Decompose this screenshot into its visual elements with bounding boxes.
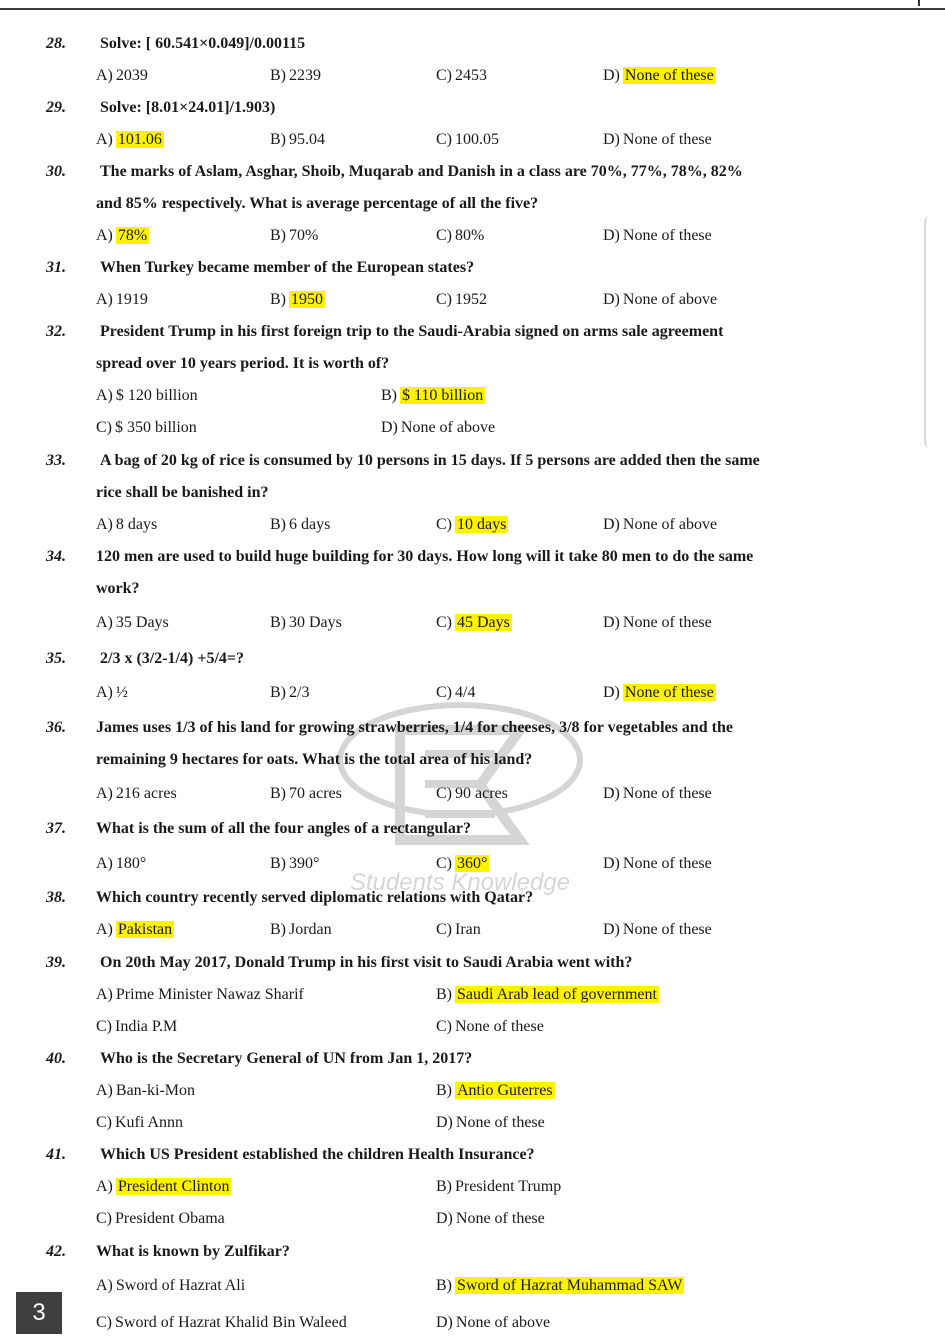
answer-option xyxy=(96,1114,183,1132)
option-label: C) xyxy=(436,516,452,533)
question-number-text: 36. xyxy=(46,719,66,736)
option-label: A) xyxy=(96,684,113,701)
option-label: B) xyxy=(270,684,286,701)
highlighted-answer: 1950 xyxy=(291,291,323,308)
option-text: None of these xyxy=(455,1114,545,1131)
answer-option xyxy=(96,1082,195,1100)
question-text: The marks of Aslam, Asghar, Shoib, Muqarab and Danish in a class are 70%, 77%, 78%, 82% xyxy=(100,163,743,180)
option-label: D) xyxy=(603,67,620,84)
question-text: A bag of 20 kg of rice is consumed by 10 persons in 15 days. If 5 persons are added then the same xyxy=(100,452,760,469)
option-label: D) xyxy=(603,227,620,244)
option-label: D) xyxy=(603,855,620,872)
option-text: $ 350 billion xyxy=(115,419,197,436)
option-text: Sword of Hazrat Khalid Bin Waleed xyxy=(115,1314,347,1331)
option-text: 35 Days xyxy=(115,614,169,631)
option-text: 2/3 xyxy=(289,684,310,701)
answer-option xyxy=(436,227,484,245)
answer-option xyxy=(96,614,169,632)
option-label: B) xyxy=(270,855,286,872)
answer-option xyxy=(603,855,712,873)
option-text: None of these xyxy=(622,131,712,148)
question-number-text: 40. xyxy=(46,1050,66,1067)
option-label: C) xyxy=(436,684,452,701)
option-label: B) xyxy=(270,131,286,148)
option-label: B) xyxy=(270,785,286,802)
question-number-text: 33. xyxy=(46,452,66,469)
option-label: C) xyxy=(436,614,452,631)
option-label: B) xyxy=(436,1082,452,1099)
question-text: President Trump in his first foreign trip to the Saudi-Arabia signed on arms sale agreement xyxy=(100,323,724,340)
question-text: What is the sum of all the four angles of a rectangular? xyxy=(96,820,471,837)
answer-option xyxy=(96,986,304,1004)
question-number-text: 30. xyxy=(46,163,66,180)
option-text: $ 120 billion xyxy=(115,387,198,404)
option-label: A) xyxy=(96,1277,113,1294)
answer-option xyxy=(436,1277,684,1295)
option-label: A) xyxy=(96,1082,113,1099)
answer-option xyxy=(436,516,508,534)
option-label: D) xyxy=(603,131,620,148)
option-label: A) xyxy=(96,67,113,84)
watermark-text: Students Knowledge xyxy=(349,869,571,896)
highlighted-answer: Saudi Arab lead of government xyxy=(457,986,657,1003)
answer-option xyxy=(603,291,717,309)
option-label: B) xyxy=(270,921,286,938)
option-text: ½ xyxy=(115,684,128,701)
highlighted-answer: None of these xyxy=(624,67,714,84)
option-text: 4/4 xyxy=(455,684,476,701)
option-text: Iran xyxy=(455,921,481,938)
option-text: None of these xyxy=(622,785,712,802)
question-number-text: 31. xyxy=(46,259,66,276)
option-label: B) xyxy=(270,614,286,631)
option-label: A) xyxy=(96,855,113,872)
answer-option xyxy=(270,921,332,939)
answer-option xyxy=(436,131,499,149)
option-text: None of these xyxy=(622,921,712,938)
option-label: B) xyxy=(270,291,286,308)
question-number-text: 38. xyxy=(46,889,66,906)
option-text: 8 days xyxy=(115,516,158,533)
answer-option xyxy=(436,785,508,803)
option-label: C) xyxy=(436,67,452,84)
answer-option xyxy=(96,419,197,437)
question-text: Who is the Secretary General of UN from Jan 1, 2017? xyxy=(100,1050,473,1067)
option-text: 216 acres xyxy=(115,785,177,802)
option-label: A) xyxy=(96,614,113,631)
option-text: None of these xyxy=(455,1210,545,1227)
option-text: Sword of Hazrat Ali xyxy=(115,1277,246,1294)
option-label: A) xyxy=(96,1178,113,1195)
option-label: D) xyxy=(603,516,620,533)
option-label: B) xyxy=(270,516,286,533)
question-text: What is known by Zulfikar? xyxy=(96,1243,290,1260)
option-text: President Obama xyxy=(115,1210,225,1227)
question-number-text: 28. xyxy=(46,35,66,52)
answer-option xyxy=(96,1277,245,1295)
option-label: D) xyxy=(436,1210,453,1227)
answer-option xyxy=(96,1018,177,1036)
answer-option xyxy=(96,1210,225,1228)
question-number-text: 39. xyxy=(46,954,66,971)
option-label: C) xyxy=(436,291,452,308)
option-label: B) xyxy=(270,227,286,244)
page-top-border xyxy=(0,0,945,10)
option-text: 70% xyxy=(289,227,319,244)
answer-option xyxy=(96,516,157,534)
option-text: 95.04 xyxy=(289,131,325,148)
page-number-badge: 3 xyxy=(16,1292,62,1334)
option-label: C) xyxy=(436,131,452,148)
question-text: 120 men are used to build huge building for 30 days. How long will it take 80 men to do the same xyxy=(96,548,754,565)
option-text: None of above xyxy=(622,291,718,308)
option-text: 180° xyxy=(115,855,147,872)
option-text: 1952 xyxy=(455,291,487,308)
answer-option xyxy=(436,986,659,1004)
option-label: B) xyxy=(381,387,397,404)
option-label: D) xyxy=(603,921,620,938)
option-text: Kufi Annn xyxy=(115,1114,183,1131)
answer-option xyxy=(436,1018,544,1036)
answer-option xyxy=(270,516,330,534)
option-text: 30 Days xyxy=(289,614,342,631)
answer-option xyxy=(270,131,325,149)
option-text: Ban-ki-Mon xyxy=(115,1082,195,1099)
option-text: None of these xyxy=(622,855,712,872)
option-label: C) xyxy=(96,1018,112,1035)
answer-option xyxy=(436,1114,545,1132)
answer-option xyxy=(603,227,712,245)
option-text: 100.05 xyxy=(455,131,499,148)
question-text: and 85% respectively. What is average percentage of all the five? xyxy=(96,195,539,212)
answer-option xyxy=(436,291,487,309)
question-text: Which US President established the children Health Insurance? xyxy=(100,1146,535,1163)
answer-option xyxy=(96,855,146,873)
answer-option xyxy=(96,1178,231,1196)
option-text: 90 acres xyxy=(455,785,508,802)
option-label: C) xyxy=(96,419,112,436)
option-label: D) xyxy=(603,614,620,631)
option-text: 2039 xyxy=(115,67,148,84)
option-label: C) xyxy=(96,1210,112,1227)
question-text: spread over 10 years period. It is worth of? xyxy=(96,355,390,372)
option-text: 80% xyxy=(455,227,485,244)
option-text: 2453 xyxy=(455,67,487,84)
option-label: B) xyxy=(436,1277,452,1294)
option-label: C) xyxy=(436,1018,452,1035)
option-text: President Trump xyxy=(455,1178,562,1195)
question-number-text: 37. xyxy=(46,820,66,837)
highlighted-answer: 101.06 xyxy=(117,131,162,148)
answer-option xyxy=(96,785,177,803)
answer-option xyxy=(270,614,342,632)
answer-option xyxy=(96,227,149,245)
option-text: 390° xyxy=(289,855,320,872)
option-label: B) xyxy=(436,1178,452,1195)
option-text: 2239 xyxy=(289,67,321,84)
answer-option xyxy=(270,684,309,702)
answer-option xyxy=(436,921,481,939)
answer-option xyxy=(603,516,717,534)
option-label: D) xyxy=(381,419,398,436)
option-label: A) xyxy=(96,986,113,1003)
option-label: D) xyxy=(603,684,620,701)
answer-option xyxy=(436,614,512,632)
option-label: B) xyxy=(436,986,452,1003)
answer-option xyxy=(436,67,487,85)
option-label: B) xyxy=(270,67,286,84)
highlighted-answer: 78% xyxy=(117,227,148,244)
answer-option xyxy=(381,419,495,437)
option-label: A) xyxy=(96,387,113,404)
option-text: Jordan xyxy=(289,921,332,938)
highlighted-answer: $ 110 billion xyxy=(402,387,484,404)
answer-option xyxy=(96,921,174,939)
answer-option xyxy=(270,855,319,873)
highlighted-answer: Pakistan xyxy=(117,921,173,938)
option-label: C) xyxy=(436,785,452,802)
answer-option xyxy=(96,684,128,702)
question-text: 2/3 x (3/2-1/4) +5/4=? xyxy=(100,650,244,667)
option-text: None of these xyxy=(455,1018,544,1035)
option-label: A) xyxy=(96,227,113,244)
question-text: work? xyxy=(96,580,140,597)
answer-option xyxy=(96,131,164,149)
option-text: Prime Minister Nawaz Sharif xyxy=(115,986,304,1003)
option-label: C) xyxy=(436,921,452,938)
option-text: India P.M xyxy=(115,1018,178,1035)
answer-option xyxy=(436,855,489,873)
question-number-text: 29. xyxy=(46,99,66,116)
option-text: None of above xyxy=(622,516,718,533)
highlighted-answer: 360° xyxy=(457,855,488,872)
answer-option xyxy=(436,684,475,702)
option-label: A) xyxy=(96,291,113,308)
option-label: C) xyxy=(436,227,452,244)
question-text: remaining 9 hectares for oats. What is the total area of his land? xyxy=(96,751,533,768)
answer-option xyxy=(270,291,325,309)
option-label: D) xyxy=(436,1314,453,1331)
option-text: None of these xyxy=(622,614,712,631)
option-label: A) xyxy=(96,921,113,938)
question-text: When Turkey became member of the European states? xyxy=(100,259,475,276)
question-number-text: 35. xyxy=(46,650,66,667)
option-text: 70 acres xyxy=(289,785,342,802)
option-text: 6 days xyxy=(289,516,331,533)
highlighted-answer: President Clinton xyxy=(117,1178,230,1195)
option-text: None of above xyxy=(455,1314,551,1331)
page-top-mark xyxy=(918,0,920,6)
option-text: None of these xyxy=(622,227,712,244)
answer-option xyxy=(603,785,712,803)
option-label: C) xyxy=(436,855,452,872)
answer-option xyxy=(436,1178,561,1196)
answer-option xyxy=(436,1314,550,1332)
option-label: D) xyxy=(436,1114,453,1131)
question-text: rice shall be banished in? xyxy=(96,484,269,501)
option-label: D) xyxy=(603,291,620,308)
answer-option xyxy=(603,684,716,702)
answer-option xyxy=(603,614,712,632)
answer-option xyxy=(603,921,712,939)
option-text: 1919 xyxy=(115,291,148,308)
option-label: C) xyxy=(96,1314,112,1331)
option-label: A) xyxy=(96,516,113,533)
option-text: None of above xyxy=(400,419,496,436)
question-text: Solve: [ 60.541×0.049]/0.00115 xyxy=(100,35,306,52)
question-number-text: 41. xyxy=(46,1146,66,1163)
highlighted-answer: Sword of Hazrat Muhammad SAW xyxy=(457,1277,683,1294)
question-number-text: 34. xyxy=(46,548,66,565)
option-label: A) xyxy=(96,785,113,802)
answer-option xyxy=(96,67,148,85)
answer-option xyxy=(603,67,716,85)
answer-option xyxy=(96,291,148,309)
page-edge-shadow xyxy=(924,216,936,448)
highlighted-answer: None of these xyxy=(624,684,714,701)
highlighted-answer: 10 days xyxy=(457,516,507,533)
option-label: A) xyxy=(96,131,113,148)
highlighted-answer: 45 Days xyxy=(457,614,510,631)
answer-option xyxy=(436,1210,545,1228)
question-text: Solve: [8.01×24.01]/1.903) xyxy=(100,99,276,116)
question-number-text: 42. xyxy=(46,1243,66,1260)
answer-option xyxy=(603,131,712,149)
answer-option xyxy=(436,1082,555,1100)
answer-option xyxy=(381,387,485,405)
question-text: On 20th May 2017, Donald Trump in his first visit to Saudi Arabia went with? xyxy=(100,954,633,971)
answer-option xyxy=(270,227,318,245)
answer-option xyxy=(96,1314,347,1332)
option-label: D) xyxy=(603,785,620,802)
question-number-text: 32. xyxy=(46,323,66,340)
answer-option xyxy=(270,785,342,803)
question-text: Which country recently served diplomatic relations with Qatar? xyxy=(96,889,534,906)
question-text: James uses 1/3 of his land for growing strawberries, 1/4 for cheeses, 3/8 for vegetables and the xyxy=(96,719,733,736)
answer-option xyxy=(96,387,198,405)
highlighted-answer: Antio Guterres xyxy=(457,1082,553,1099)
answer-option xyxy=(270,67,321,85)
option-label: C) xyxy=(96,1114,112,1131)
